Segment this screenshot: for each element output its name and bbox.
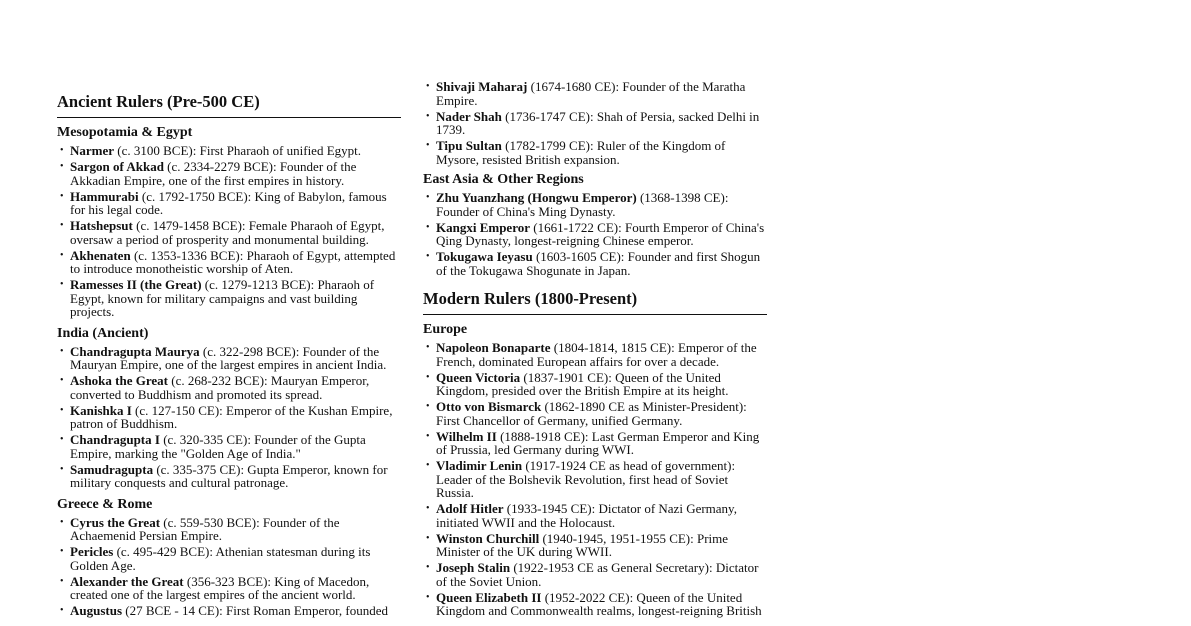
ruler-name: Hammurabi [70, 188, 139, 204]
ruler-name: Samudragupta [70, 461, 154, 477]
ruler-name: Chandragupta I [70, 432, 160, 447]
column-right [423, 80, 767, 620]
ruler-name: Pericles [70, 544, 114, 559]
bullet-icon: • [426, 81, 430, 92]
ruler-description: (1952-2022 CE): Queen of the United Kingdom and Commonwealth realms, longest-reigning British [436, 589, 762, 618]
list-item [423, 430, 767, 457]
group-heading-mesopotamia-egypt: Mesopotamia & Egypt [57, 125, 193, 140]
bullet-icon: • [60, 375, 64, 386]
list-item [423, 191, 767, 218]
ruler-name: Nader Shah [436, 108, 502, 124]
list-item [423, 532, 767, 559]
bullet-icon: • [426, 371, 430, 383]
ruler-description: (1782-1799 CE): Ruler of the Kingdom of Mysore, resisted British expansion. [436, 138, 726, 167]
list-item [57, 249, 401, 276]
bullet-icon: • [60, 404, 64, 416]
list-item [57, 160, 401, 187]
ruler-description: (c. 2334-2279 BCE): Founder of the Akkadian Empire, one of the first empires in history. [70, 159, 357, 188]
list-item [57, 219, 401, 246]
list-item [423, 80, 767, 107]
bullet-icon: • [60, 575, 64, 587]
list-item [57, 516, 401, 543]
ruler-description: (1837-1901 CE): Queen of the United Kingdom, presided over the British Empire at its height. [436, 369, 729, 398]
list-item [423, 591, 767, 618]
ruler-description: (1933-1945 CE): Dictator of Nazi Germany, initiated WWII and the Holocaust. [436, 501, 737, 530]
group-heading-greece-rome: Greece & Rome [57, 496, 153, 512]
bullet-icon: • [60, 249, 64, 261]
ruler-name: Sargon of Akkad [70, 159, 164, 174]
ruler-name: Akhenaten [70, 247, 131, 263]
ruler-description: (1804-1814, 1815 CE): Emperor of the French, dominated European affairs for over a decade. [436, 340, 757, 369]
bullet-icon: • [60, 516, 64, 528]
ruler-name: Vladimir Lenin [436, 458, 523, 473]
bullet-icon: • [60, 161, 64, 172]
list-item [57, 278, 401, 319]
ruler-name: Hatshepsut [70, 218, 133, 233]
list-item [423, 221, 767, 248]
ruler-description: (1888-1918 CE): Last German Emperor and King of Prussia, led Germany during WWI. [436, 428, 760, 457]
list-item [57, 190, 401, 217]
ruler-name: Queen Victoria [436, 369, 521, 385]
bullet-icon: • [60, 345, 64, 357]
ruler-description: (1661-1722 CE): Fourth Emperor of China's Qing Dynasty, longest-reigning Chinese emperor. [436, 219, 765, 248]
ruler-description: (1940-1945, 1951-1955 CE): Prime Minister of the UK during WWII. [436, 530, 729, 559]
bullet-icon: • [426, 532, 430, 544]
ruler-description: (c. 559-530 BCE): Founder of the Achaemenid Persian Empire. [70, 514, 340, 543]
group-heading-east-asia: East Asia & Other Regions [423, 172, 584, 187]
ruler-name: Augustus [70, 603, 123, 618]
ruler-description: (c. 320-335 CE): Founder of the Gupta Empire, marking the "Golden Age of India." [70, 432, 366, 461]
ruler-name: Otto von Bismarck [436, 399, 542, 414]
ruler-name: Narmer [70, 143, 115, 158]
ruler-name: Queen Elizabeth II [436, 589, 542, 605]
ruler-description: (356-323 BCE): King of Macedon, created one of the largest empires of the ancient world. [70, 573, 370, 602]
bullet-icon: • [426, 503, 430, 514]
ruler-name: Wilhelm II [436, 428, 497, 444]
ruler-description: (c. 1479-1458 BCE): Female Pharaoh of Egypt, oversaw a period of prosperity and monumental building. [70, 218, 385, 247]
list-item [57, 404, 401, 431]
list-item [423, 371, 767, 398]
group-heading-india-ancient: India (Ancient) [57, 325, 149, 341]
section-title-ancient-rulers: Ancient Rulers (Pre-500 CE) [57, 92, 401, 118]
ruler-description: (27 BCE - 14 CE): First Roman Emperor, founded [122, 603, 388, 618]
ruler-name: Adolf Hitler [436, 501, 504, 516]
bullet-icon: • [60, 434, 64, 445]
list-item [57, 345, 401, 372]
ruler-list [423, 80, 767, 166]
bullet-icon: • [426, 110, 430, 122]
list-item [57, 433, 401, 460]
bullet-icon: • [426, 562, 430, 573]
ruler-description: (c. 1353-1336 BCE): Pharaoh of Egypt, attempted to introduce monotheistic worship of Aten. [70, 247, 396, 276]
bullet-icon: • [426, 342, 430, 353]
bullet-icon: • [60, 279, 64, 290]
bullet-icon: • [426, 430, 430, 442]
list-item [423, 139, 767, 166]
bullet-icon: • [60, 220, 64, 231]
bullet-icon: • [426, 221, 430, 233]
ruler-name: Tokugawa Ieyasu [436, 249, 533, 264]
ruler-name: Shivaji Maharaj [436, 79, 528, 94]
list-item [57, 575, 401, 602]
ruler-description: (1862-1890 CE as Minister-President): First Chancellor of Germany, unified Germany. [436, 399, 747, 428]
list-item [57, 144, 401, 158]
ruler-list [423, 341, 767, 618]
ruler-list [57, 144, 401, 319]
ruler-name: Kanishka I [70, 402, 132, 418]
ruler-description: (c. 322-298 BCE): Founder of the Mauryan Empire, one of the largest empires in ancient India. [70, 343, 387, 372]
list-item [423, 250, 767, 277]
list-item [423, 400, 767, 427]
list-item [57, 604, 401, 618]
ruler-description: (c. 268-232 BCE): Mauryan Emperor, converted to Buddhism and promoted its spread. [70, 373, 370, 402]
bullet-icon: • [426, 591, 430, 603]
ruler-name: Napoleon Bonaparte [436, 340, 551, 355]
bullet-icon: • [60, 145, 64, 156]
group-heading-europe: Europe [423, 322, 468, 337]
ruler-list [57, 516, 401, 618]
ruler-description: (c. 1279-1213 BCE): Pharaoh of Egypt, known for military campaigns and vast building projects. [70, 277, 375, 319]
ruler-name: Cyrus the Great [70, 514, 161, 530]
bullet-icon: • [426, 251, 430, 262]
list-item [57, 545, 401, 572]
list-item [423, 459, 767, 500]
ruler-description: (1368-1398 CE): Founder of China's Ming Dynasty. [436, 190, 729, 219]
bullet-icon: • [60, 190, 64, 202]
ruler-name: Winston Churchill [436, 530, 540, 546]
ruler-name: Tipu Sultan [436, 138, 502, 153]
ruler-description: (c. 335-375 CE): Gupta Emperor, known for military conquests and cultural patronage. [70, 461, 388, 490]
column-left [57, 92, 401, 620]
ruler-description: (1917-1924 CE as head of government): Leader of the Bolshevik Revolution, first head of Soviet Russia. [436, 458, 736, 500]
bullet-icon: • [426, 192, 430, 203]
ruler-name: Zhu Yuanzhang (Hongwu Emperor) [436, 190, 637, 205]
bullet-icon: • [426, 140, 430, 151]
bullet-icon: • [60, 605, 64, 616]
ruler-description: (1736-1747 CE): Shah of Persia, sacked Delhi in 1739. [436, 108, 760, 137]
ruler-name: Joseph Stalin [436, 560, 511, 575]
section-title-modern-rulers: Modern Rulers (1800-Present) [423, 289, 767, 315]
ruler-description: (1922-1953 CE as General Secretary): Dictator of the Soviet Union. [436, 560, 759, 589]
list-item [57, 463, 401, 490]
ruler-name: Ashoka the Great [70, 373, 168, 388]
ruler-description: (1603-1605 CE): Founder and first Shogun of the Tokugawa Shogunate in Japan. [436, 249, 761, 278]
bullet-icon: • [426, 401, 430, 412]
list-item [423, 561, 767, 588]
ruler-list [423, 191, 767, 277]
ruler-name: Ramesses II (the Great) [70, 277, 202, 292]
list-item [57, 374, 401, 401]
bullet-icon: • [426, 460, 430, 471]
bullet-icon: • [60, 463, 64, 475]
ruler-description: (c. 3100 BCE): First Pharaoh of unified Egypt. [114, 143, 361, 158]
list-item [423, 502, 767, 529]
list-item [423, 110, 767, 137]
ruler-description: (c. 495-429 BCE): Athenian statesman during its Golden Age. [70, 544, 371, 573]
ruler-description: (1674-1680 CE): Founder of the Maratha Empire. [436, 79, 746, 108]
ruler-name: Chandragupta Maurya [70, 343, 200, 359]
ruler-name: Kangxi Emperor [436, 219, 531, 235]
ruler-description: (c. 1792-1750 BCE): King of Babylon, famous for his legal code. [70, 188, 387, 217]
ruler-list [57, 345, 401, 490]
ruler-description: (c. 127-150 CE): Emperor of the Kushan Empire, patron of Buddhism. [70, 402, 393, 431]
list-item [423, 341, 767, 368]
bullet-icon: • [60, 546, 64, 557]
ruler-name: Alexander the Great [70, 573, 184, 589]
